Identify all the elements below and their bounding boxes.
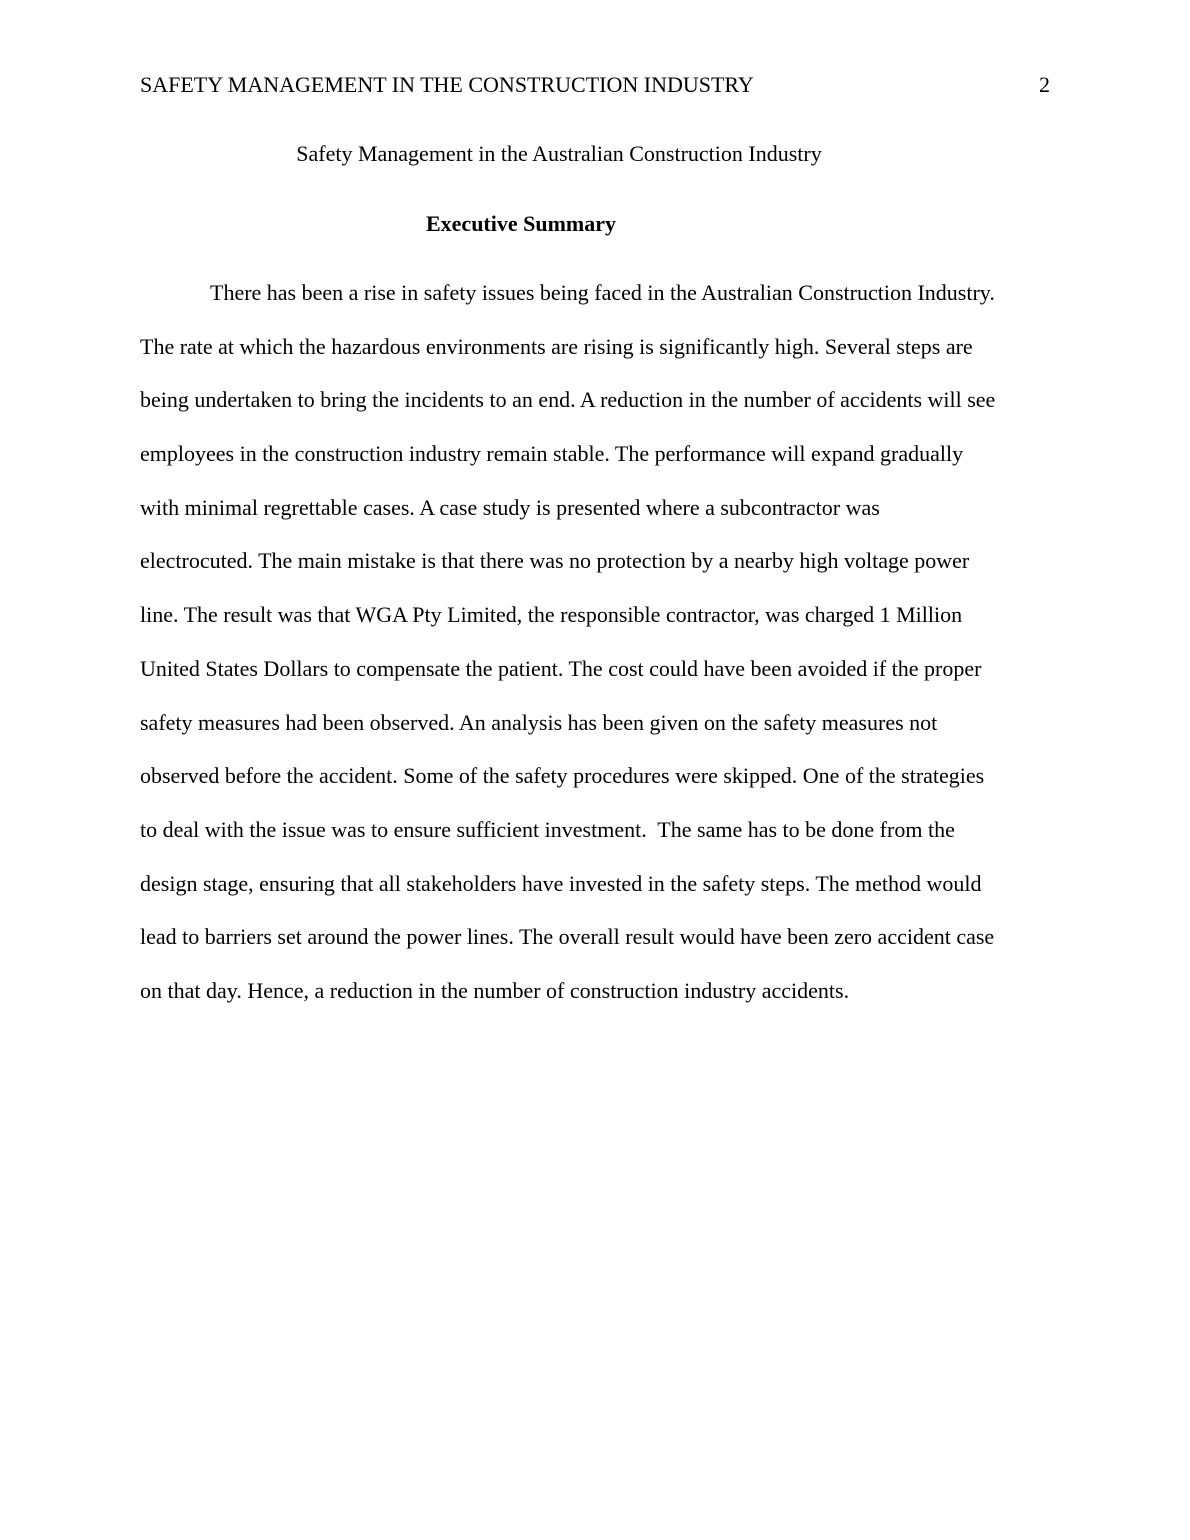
paragraph-line: lead to barriers set around the power lines. The overall result would have been zero accident case bbox=[140, 924, 995, 950]
paragraph-line: on that day. Hence, a reduction in the number of construction industry accidents. bbox=[140, 977, 850, 1003]
paragraph-line: The rate at which the hazardous environments are rising is significantly high. Several steps are bbox=[140, 333, 973, 359]
paragraph-line: safety measures had been observed. An analysis has been given on the safety measures not bbox=[140, 709, 938, 735]
paragraph-line: being undertaken to bring the incidents to an end. A reduction in the number of accidents will see bbox=[140, 387, 996, 413]
paragraph-line: design stage, ensuring that all stakeholders have invested in the safety steps. The method would bbox=[140, 870, 982, 896]
executive-summary-paragraph bbox=[140, 278, 1060, 1030]
page-number: 2 bbox=[1039, 72, 1050, 97]
paragraph-line: There has been a rise in safety issues being faced in the Australian Construction Industry. bbox=[210, 280, 995, 305]
running-head: SAFETY MANAGEMENT IN THE CONSTRUCTION INDUSTRY bbox=[140, 72, 754, 97]
paragraph-line: United States Dollars to compensate the patient. The cost could have been avoided if the proper bbox=[140, 655, 982, 681]
page-header bbox=[140, 70, 1050, 100]
paragraph-line: electrocuted. The main mistake is that there was no protection by a nearby high voltage power bbox=[140, 548, 970, 574]
paragraph-line: with minimal regrettable cases. A case study is presented where a subcontractor was bbox=[140, 494, 880, 520]
paragraph-line: to deal with the issue was to ensure sufficient investment. The same has to be done from the bbox=[140, 816, 955, 842]
section-heading: Executive Summary bbox=[425, 211, 617, 236]
document-title: Safety Management in the Australian Construction Industry bbox=[296, 141, 822, 166]
paragraph-line: line. The result was that WGA Pty Limited, the responsible contractor, was charged 1 Million bbox=[140, 602, 963, 628]
paragraph-line: observed before the accident. Some of the safety procedures were skipped. One of the strategies bbox=[140, 763, 985, 789]
paragraph-line: employees in the construction industry remain stable. The performance will expand gradually bbox=[140, 441, 964, 467]
